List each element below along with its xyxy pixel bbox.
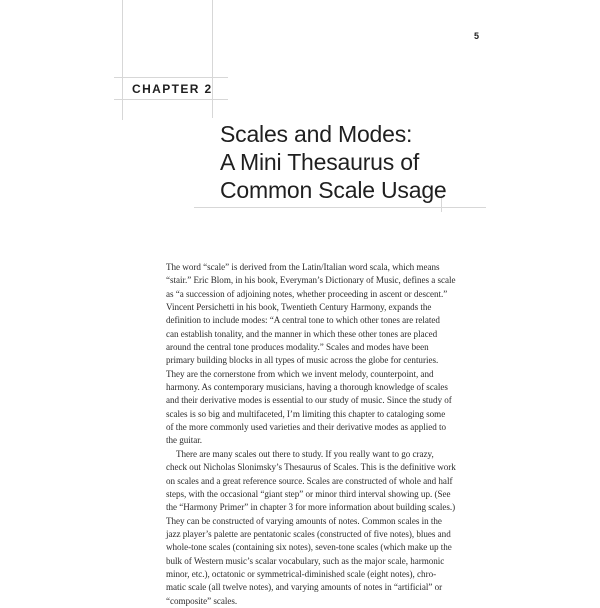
body-line: harmony. As contemporary musicians, having a thorough knowledge of scales xyxy=(166,382,448,393)
body-line: on scales and a great reference source. Scales are constructed of whole and half xyxy=(166,475,453,486)
body-line: matic scale (all twelve notes), and varying amounts of notes in “artificial” or xyxy=(166,582,443,593)
title-underline-rule xyxy=(194,207,486,208)
page-number: 5 xyxy=(474,31,480,41)
vertical-rule-right xyxy=(212,0,213,118)
body-line: bulk of Western music’s scalar vocabulary, such as the major scale, harmonic xyxy=(166,555,445,566)
chapter-bottom-rule xyxy=(114,99,228,100)
body-line: “stair.” Eric Blom, in his book, Everyman’s Dictionary of Music, defines a scale xyxy=(166,275,456,286)
body-line: of the more commonly used varieties and their derivative modes as applied to xyxy=(166,422,447,433)
chapter-title-line: A Mini Thesaurus of xyxy=(220,149,420,175)
body-line: Vincent Persichetti in his book, Twentieth Century Harmony, expands the xyxy=(166,302,432,313)
paragraph-2 xyxy=(166,448,464,608)
body-line: They can be constructed of varying amounts of notes. Common scales in the xyxy=(166,515,442,526)
body-line: There are many scales out there to study. If you really want to go crazy, xyxy=(176,448,434,459)
body-line: the “Harmony Primer” in chapter 3 for more information about building scales.) xyxy=(166,502,456,513)
body-line: primary building blocks in all types of music across the globe for centuries. xyxy=(166,355,439,366)
body-text xyxy=(166,261,464,608)
vertical-rule-left xyxy=(122,0,123,120)
chapter-title-line: Common Scale Usage xyxy=(220,177,447,203)
chapter-title-line: Scales and Modes: xyxy=(220,121,413,147)
paragraph-1 xyxy=(166,261,464,448)
body-line: The word “scale” is derived from the Latin/Italian word scala, which means xyxy=(166,262,440,272)
body-line: around the central tone produces modality.” Scales and modes have been xyxy=(166,342,429,353)
body-line: minor, etc.), octatonic or symmetrical-diminished scale (eight notes), chro- xyxy=(166,568,437,579)
body-line: and their derivative modes is essential to our study of music. Since the study of xyxy=(166,395,452,406)
body-line: definition to include modes: “A central tone to which other tones are related xyxy=(166,315,440,326)
body-line: “composite” scales. xyxy=(166,595,238,606)
body-line: whole-tone scales (containing six notes), seven-tone scales (which make up the xyxy=(166,542,452,553)
body-line: can establish tonality, and the manner in which these other tones are placed xyxy=(166,328,438,339)
body-line: They are the cornerstone from which we invent melody, counterpoint, and xyxy=(166,368,434,379)
body-line: check out Nicholas Slonimsky’s Thesaurus of Scales. This is the definitive work xyxy=(166,462,456,473)
body-line: jazz player’s palette are pentatonic scales (constructed of five notes), blues and xyxy=(166,528,451,539)
body-line: as “a succession of adjoining notes, whether proceeding in ascent or descent.” xyxy=(166,288,448,299)
chapter-label: CHAPTER 2 xyxy=(132,82,213,96)
body-line: steps, with the occasional “giant step” or minor third interval showing up. (See xyxy=(166,488,451,499)
body-line: scales is so big and multifaceted, I’m limiting this chapter to cataloging some xyxy=(166,408,446,419)
chapter-top-rule xyxy=(114,77,228,78)
body-line: the guitar. xyxy=(166,435,203,446)
chapter-title xyxy=(220,120,470,204)
